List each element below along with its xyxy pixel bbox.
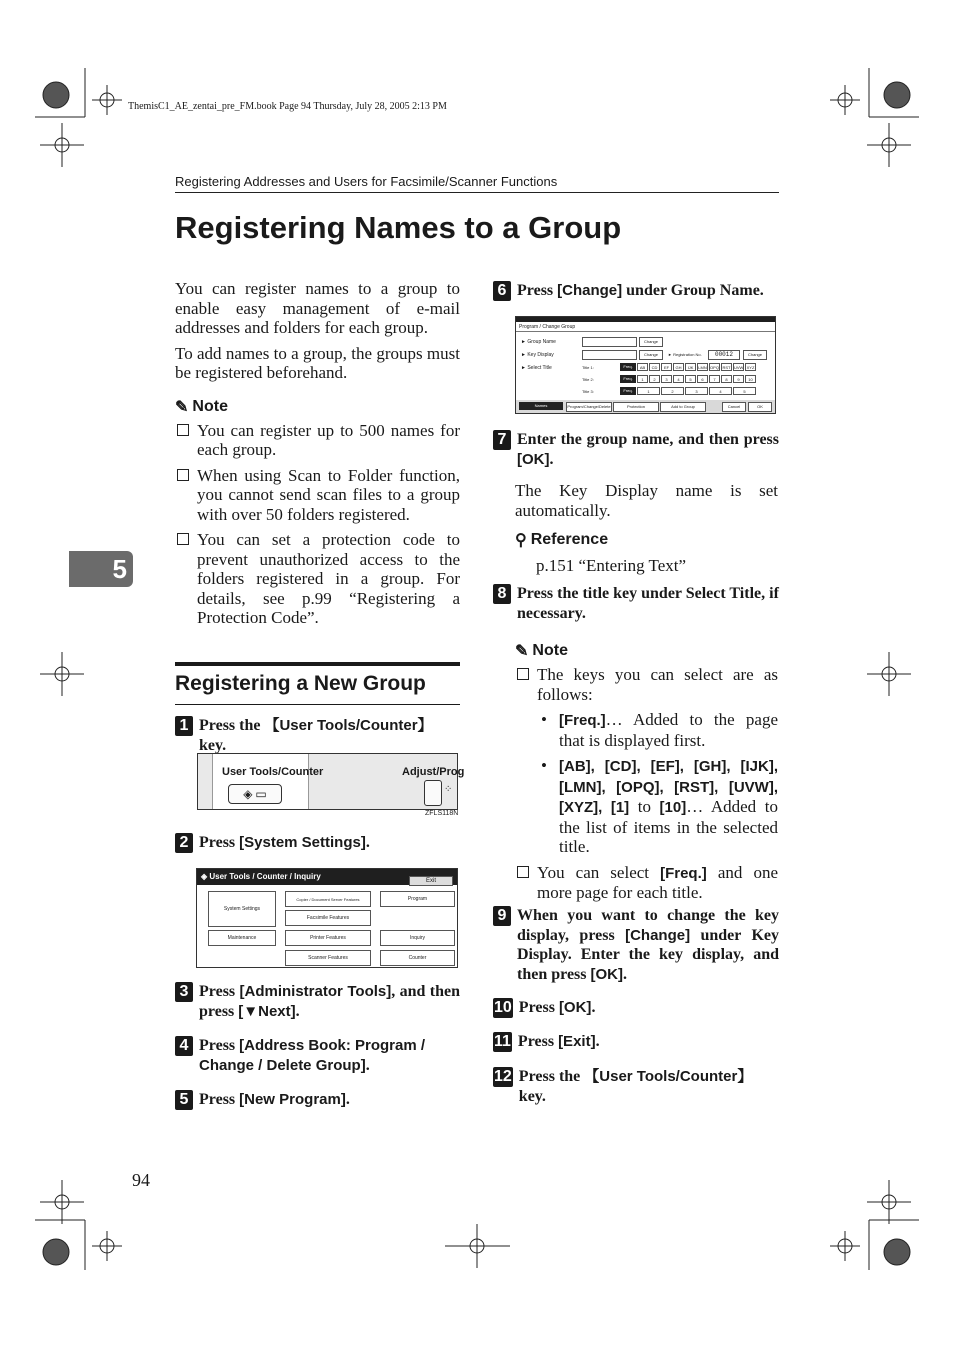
section-rule [175,662,460,666]
title-3-keys [620,387,756,395]
tab-program-change[interactable]: Program/Change/Delete [566,402,612,412]
header-rule [175,192,779,193]
step-12: 12 Press the 【User Tools/Counter】 key. [494,1068,753,1105]
gear-icon: ◈ [201,872,210,881]
user-tools-counter-key[interactable] [228,784,282,804]
title-key[interactable]: LMN [698,365,707,370]
step-11: 11 Press [Exit]. [494,1033,600,1051]
system-settings-button[interactable]: System Settings [208,891,276,927]
title-key[interactable]: 10 [745,375,756,383]
freq-key[interactable]: Freq. [620,363,636,371]
title-key[interactable]: 1 [637,387,660,395]
step-6: 6 Press [Change] under Group Name. [493,281,779,301]
step-10: 10 Press [OK]. [494,999,596,1017]
title-2-label: Title 2: [582,377,594,382]
maintenance-button[interactable]: Maintenance [208,930,276,946]
title-key[interactable]: AB [637,363,648,371]
copier-features-button[interactable]: Copier / Document Server Features [285,891,371,907]
note-2-list [515,665,778,903]
user-tools-counter-label: User Tools/Counter [222,766,324,778]
tab-names[interactable]: Names [519,402,563,410]
chapter-tab: 5 [69,551,133,587]
bullet-item: • [Freq.]… Added to the page that is displayed first. [541,710,778,750]
tab-protection[interactable]: Protection [613,402,659,412]
dots-icon: ⁘ [444,784,453,795]
bullet-icon: • [541,756,547,775]
title-key[interactable]: 1 [637,375,648,383]
checkbox-bullet-icon [517,668,529,680]
title-key[interactable]: 5 [685,375,696,383]
cancel-button[interactable]: Cancel [722,402,746,412]
step-3: 3 Press [Administrator Tools], and then press [▼Next]. [175,982,460,1021]
checkbox-bullet-icon [177,469,189,481]
bullet-icon: • [541,710,547,729]
registration-no-label: ► Registration No. [668,352,702,357]
group-name-change-button[interactable]: Change [639,337,663,347]
title-1-keys [620,363,756,371]
select-title-label: ► Select Title [521,365,552,371]
reference-heading: ⚲ Reference [515,531,609,549]
group-name-field [582,337,637,347]
title-1-label: Title 1: [582,365,594,370]
program-change-group-screen [515,316,776,414]
note-heading: ✎ Note [515,642,568,660]
magnifier-icon: ⚲ [515,532,527,549]
title-key[interactable]: IJK [685,363,696,371]
user-tools-icon: ◈ ▭ [243,786,267,801]
counter-button[interactable]: Counter [380,950,455,966]
title-key[interactable]: 3 [661,375,672,383]
title-key[interactable]: 2 [649,375,660,383]
running-header: Registering Addresses and Users for Facsimile/Scanner Functions [175,174,558,189]
title-key[interactable]: 2 [661,387,684,395]
step-4: 4 Press [Address Book: Program / Change / Delete Group]. [175,1036,460,1075]
freq-key[interactable]: Freq. [620,387,636,395]
step-7: 7 Enter the group name, and then press [OK]. [493,430,779,469]
section-underline [175,704,460,705]
title-key[interactable]: 5 [733,387,756,395]
key-display-change-button[interactable]: Change [639,350,663,360]
screen-header: Program / Change Group [519,324,576,330]
note-heading: ✎ Note [175,397,228,416]
scanner-features-button[interactable]: Scanner Features [285,950,371,966]
note-item: When using Scan to Folder function, you cannot send scan files to a group with over 50 folders registered. [175,466,460,525]
intro-paragraph-2: To add names to a group, the groups must be registered beforehand. [175,343,460,382]
title-key[interactable]: 8 [721,375,732,383]
title-key[interactable]: EF [661,363,672,371]
step-2: 2 Press [System Settings]. [175,833,460,853]
note-item: The keys you can select are as follows: [515,665,778,704]
title-key[interactable]: CD [649,363,660,371]
title-key[interactable]: 9 [733,375,744,383]
title-key[interactable]: 4 [709,387,732,395]
screen-title: ◈ User Tools / Counter / Inquiry [201,872,321,881]
freq-key[interactable]: Freq. [620,375,636,383]
pencil-icon: ✎ [515,643,529,660]
program-button[interactable]: Program [380,891,455,907]
title-key[interactable]: RST [722,365,731,370]
step-9: 9 When you want to change the key display, press [Change] under Key Display. Enter the key display, and then press [OK]. [493,906,779,984]
title-key[interactable]: XYZ [746,365,755,370]
intro-paragraph-1: You can register names to a group to enable easy management of e-mail addresses and folders for each group. [175,279,460,337]
facsimile-features-button[interactable]: Facsimile Features [285,910,371,926]
title-key[interactable]: 3 [685,387,708,395]
pencil-icon: ✎ [175,398,189,416]
step-7-description: The Key Display name is set automatically. [515,481,778,520]
step-5: 5 Press [New Program]. [175,1090,460,1110]
left-column [175,279,460,628]
section-title: Registering a New Group [175,672,426,695]
registration-no-change-button[interactable]: Change [743,350,767,360]
file-header: ThemisC1_AE_zentai_pre_FM.book Page 94 Thursday, July 28, 2005 2:13 PM [128,101,447,112]
tab-add-to-group[interactable]: Add to Group [660,402,706,412]
page-number: 94 [132,1170,150,1190]
exit-button[interactable]: Exit [409,876,453,886]
title-key[interactable]: 6 [697,375,708,383]
ok-button[interactable]: OK [748,402,772,412]
image-code: ZFLS118N [425,810,459,817]
key-display-label: ► Key Display [521,352,554,358]
registration-no-value: 00012 [708,350,740,360]
note-item: You can register up to 500 names for each group. [175,421,460,460]
adjust-key[interactable] [424,780,442,806]
title-key[interactable]: GH [673,363,684,371]
checkbox-bullet-icon [177,533,189,545]
group-name-label: ► Group Name [521,339,556,345]
title-key[interactable]: UVW [734,365,744,370]
inquiry-button[interactable]: Inquiry [380,930,455,946]
title-2-keys [620,375,756,383]
note-item: You can select [Freq.] and one more page for each title. [515,863,778,903]
page-title: Registering Names to a Group [175,210,622,245]
checkbox-bullet-icon [517,866,529,878]
step-1: 1 Press the 【User Tools/Counter】 key. [175,716,460,755]
title-key[interactable]: 7 [709,375,720,383]
title-3-label: Title 3: [582,389,594,394]
key-display-field [582,350,637,360]
bullet-item: • [AB], [CD], [EF], [GH], [IJK], [LMN], [OPQ], [RST], [UVW], [XYZ], [1] to [10]… Added to the list of items in the selected title. [541,756,778,856]
note-item: You can set a protection code to prevent unauthorized access to the folders registered in a group. For details, see p.99 “Registering a Protection Code”. [175,530,460,628]
printer-features-button[interactable]: Printer Features [285,930,371,946]
step-8: 8 Press the title key under Select Title, if necessary. [493,584,779,623]
control-panel-image [197,753,465,810]
user-tools-screen [196,868,458,968]
title-key[interactable]: 4 [673,375,684,383]
checkbox-bullet-icon [177,424,189,436]
reference-text: p.151 “Entering Text” [536,556,687,575]
title-key[interactable]: OPQ [710,365,719,370]
adjust-prog-label: Adjust/Prog [402,766,465,778]
